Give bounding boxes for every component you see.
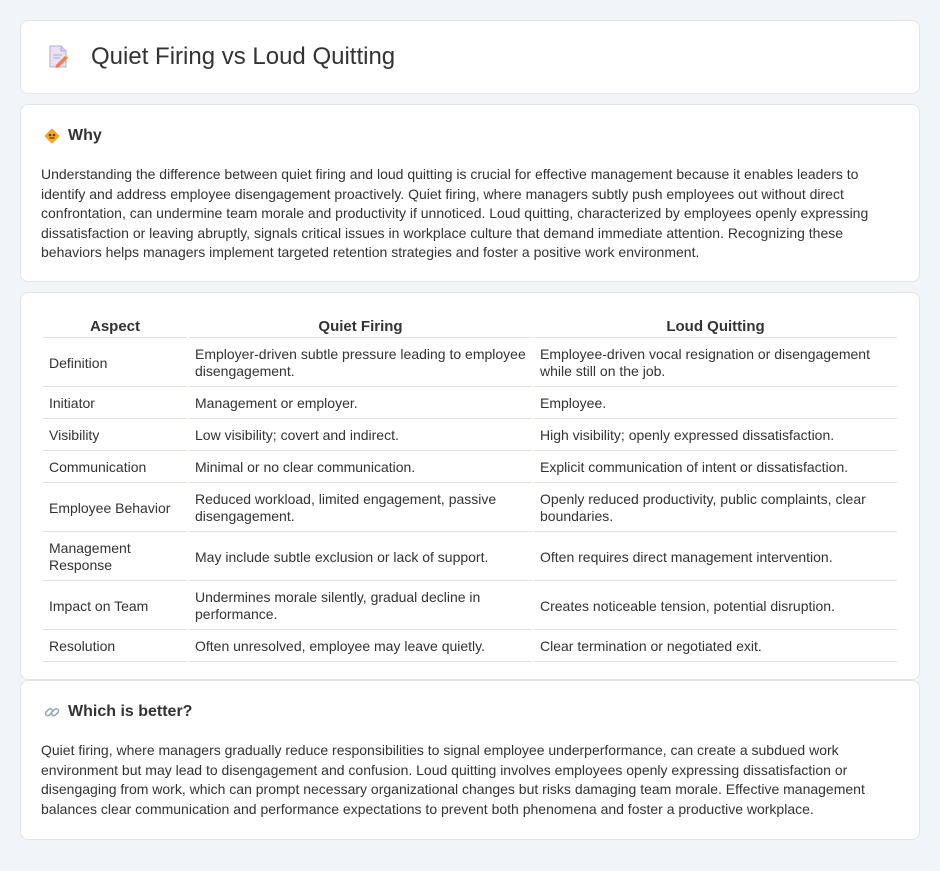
cell-aspect: Management Response <box>43 534 187 581</box>
why-title: Why <box>68 127 102 144</box>
warning-sign-icon <box>43 127 61 145</box>
better-title: Which is better? <box>68 703 193 720</box>
why-section <box>20 104 920 282</box>
cell-aspect: Resolution <box>43 632 187 662</box>
cell-aspect: Communication <box>43 453 187 483</box>
which-is-better-section <box>20 680 920 840</box>
document-pencil-icon <box>47 44 69 70</box>
why-body: Understanding the difference between quiet firing and loud quitting is crucial for effective management because it enables leaders to identify and address employee disengagement proactively. Quiet firing, where managers subtly push employees out without direct confrontation, can undermine team morale and productivity if unnoticed. Loud quitting, characterized by employees openly expressing dissatisfaction or leaving abruptly, signals critical issues in workplace culture that demand immediate attention. Recognizing these behaviors helps managers implement targeted retention strategies and foster a positive work environment. <box>41 166 869 260</box>
link-icon <box>43 703 61 721</box>
table-header-row <box>43 315 897 338</box>
table-row <box>43 389 897 419</box>
page-header <box>20 20 920 94</box>
cell-loud-quitting: Creates noticeable tension, potential disruption. <box>534 583 897 630</box>
comparison-table <box>41 313 899 664</box>
cell-loud-quitting: Openly reduced productivity, public complaints, clear boundaries. <box>534 485 897 532</box>
cell-aspect: Employee Behavior <box>43 485 187 532</box>
table-row <box>43 421 897 451</box>
cell-aspect: Visibility <box>43 421 187 451</box>
cell-aspect: Impact on Team <box>43 583 187 630</box>
page-title: Quiet Firing vs Loud Quitting <box>91 43 396 70</box>
cell-quiet-firing: Reduced workload, limited engagement, passive disengagement. <box>189 485 532 532</box>
cell-loud-quitting: Explicit communication of intent or dissatisfaction. <box>534 453 897 483</box>
header-quiet-firing: Quiet Firing <box>189 315 532 338</box>
cell-quiet-firing: May include subtle exclusion or lack of support. <box>189 534 532 581</box>
table-row <box>43 632 897 662</box>
table-row <box>43 583 897 630</box>
better-heading <box>41 703 899 721</box>
comparison-table-card <box>20 292 920 680</box>
table-row <box>43 340 897 387</box>
cell-loud-quitting: Clear termination or negotiated exit. <box>534 632 897 662</box>
cell-quiet-firing: Often unresolved, employee may leave quietly. <box>189 632 532 662</box>
cell-aspect: Definition <box>43 340 187 387</box>
cell-quiet-firing: Employer-driven subtle pressure leading to employee disengagement. <box>189 340 532 387</box>
cell-quiet-firing: Low visibility; covert and indirect. <box>189 421 532 451</box>
header-aspect: Aspect <box>43 315 187 338</box>
cell-loud-quitting: High visibility; openly expressed dissatisfaction. <box>534 421 897 451</box>
header-loud-quitting: Loud Quitting <box>534 315 897 338</box>
cell-aspect: Initiator <box>43 389 187 419</box>
cell-loud-quitting: Employee-driven vocal resignation or disengagement while still on the job. <box>534 340 897 387</box>
better-body: Quiet firing, where managers gradually reduce responsibilities to signal employee underperformance, can create a subdued work environment but may lead to disengagement and confusion. Loud quitting involves employees openly expressing dissatisfaction or disengaging from work, which can prompt necessary organizational changes but risks damaging team morale. Effective management balances clear communication and performance expectations to prevent both phenomena and foster a productive workplace. <box>41 742 865 817</box>
table-row <box>43 485 897 532</box>
table-row <box>43 534 897 581</box>
table-row <box>43 453 897 483</box>
cell-loud-quitting: Often requires direct management intervention. <box>534 534 897 581</box>
cell-quiet-firing: Minimal or no clear communication. <box>189 453 532 483</box>
why-heading <box>41 127 899 145</box>
cell-loud-quitting: Employee. <box>534 389 897 419</box>
cell-quiet-firing: Management or employer. <box>189 389 532 419</box>
cell-quiet-firing: Undermines morale silently, gradual decline in performance. <box>189 583 532 630</box>
